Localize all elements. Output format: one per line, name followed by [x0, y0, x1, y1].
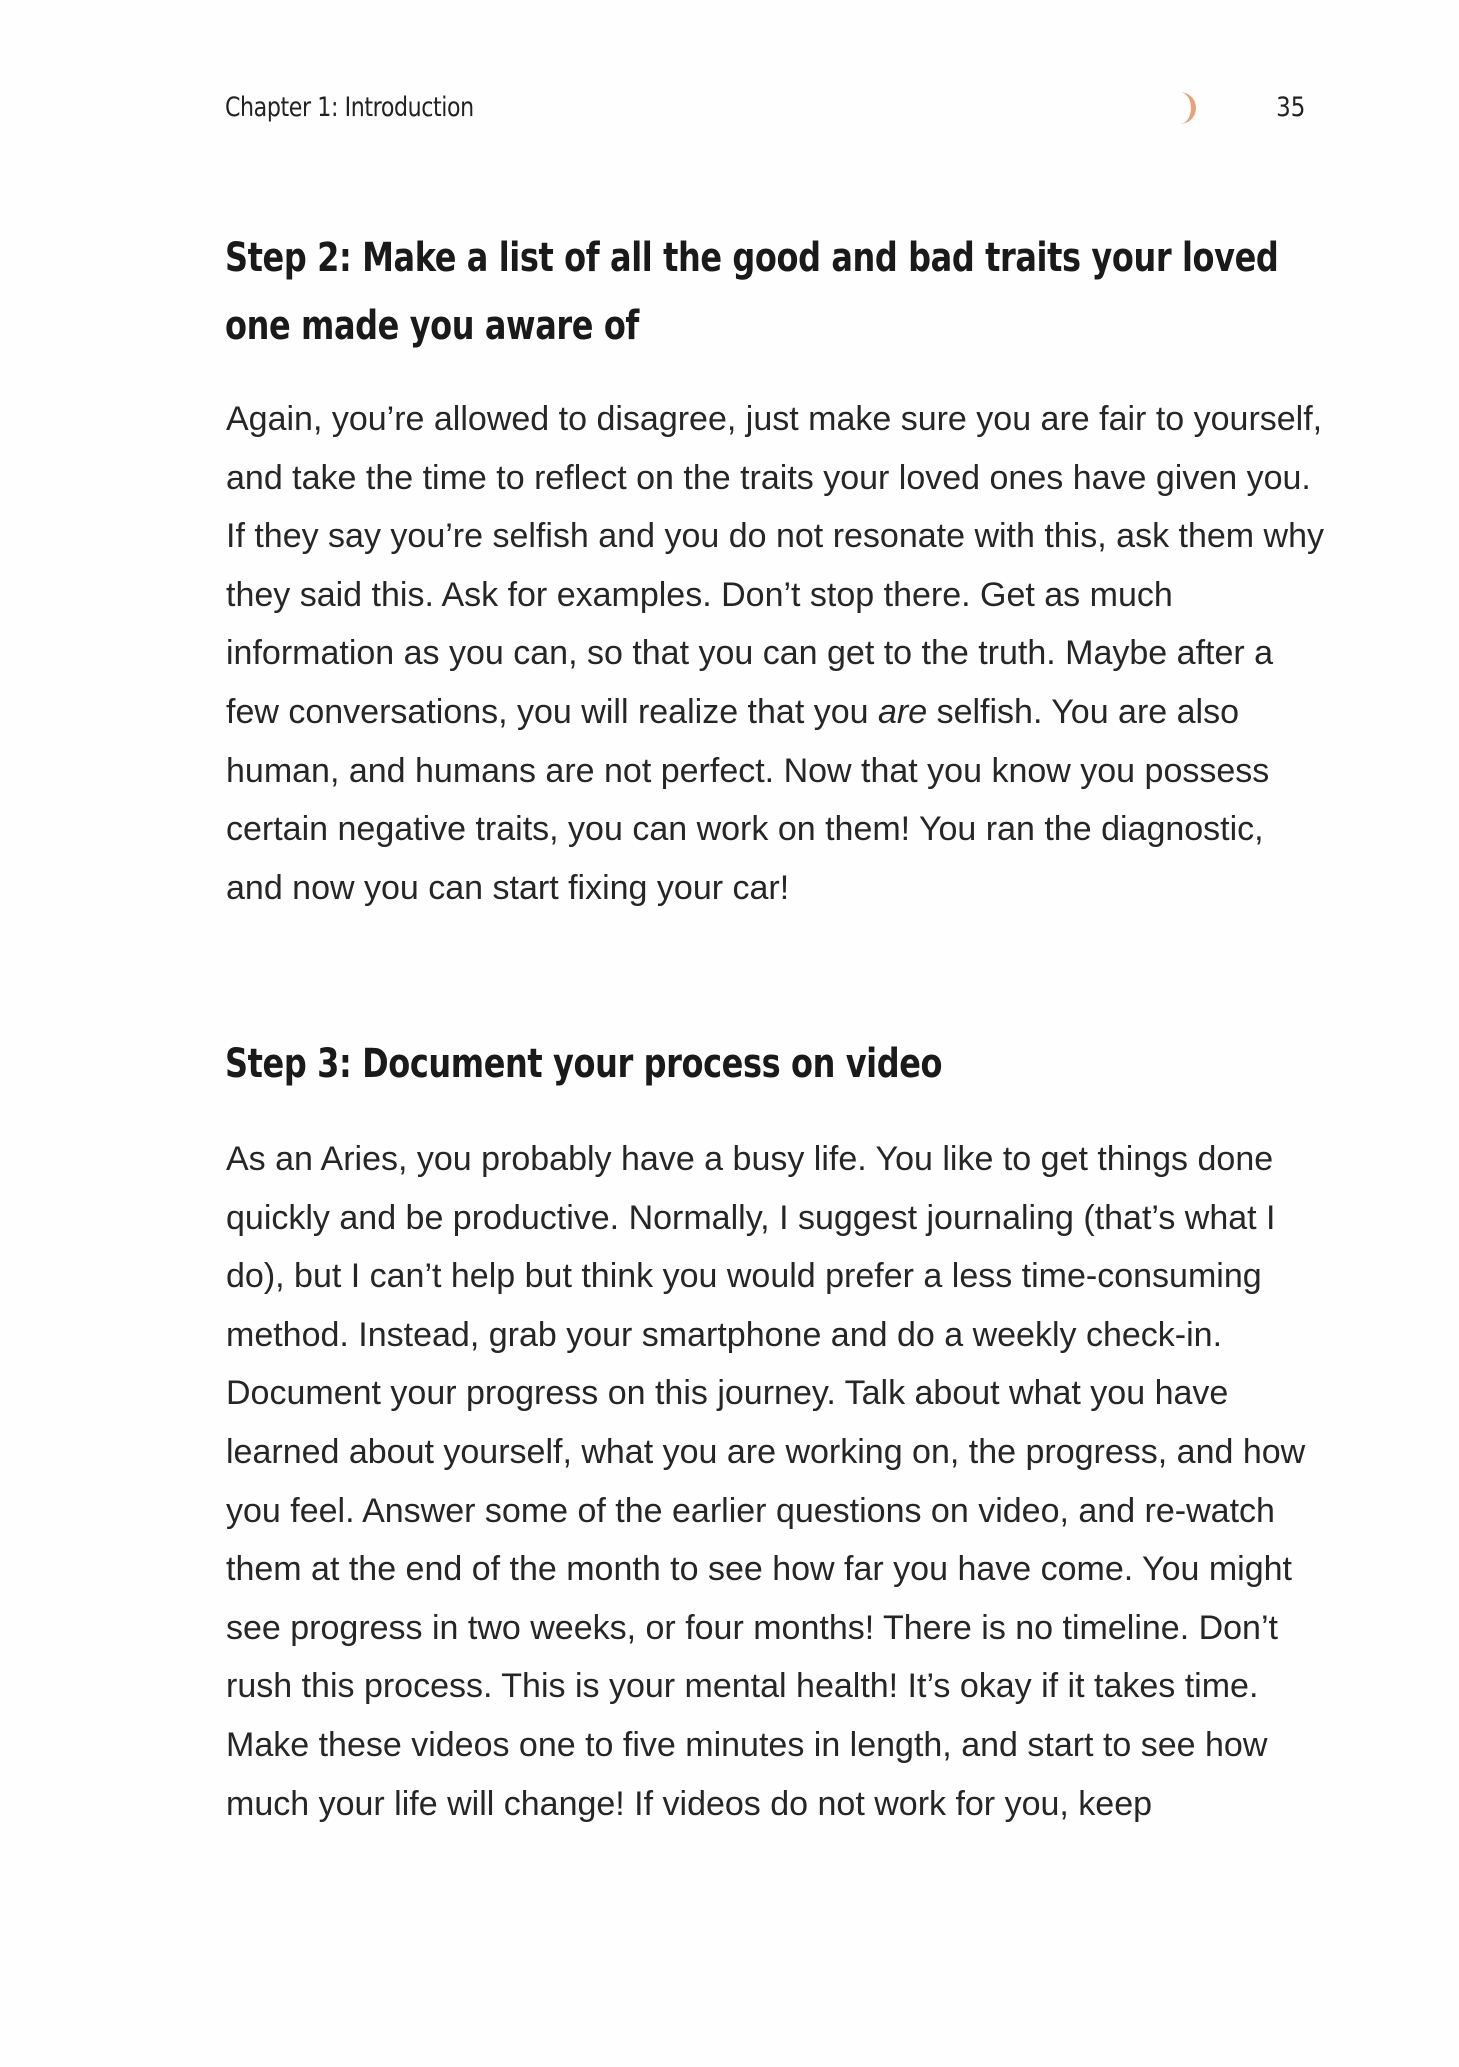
emphasized-word: are — [877, 692, 928, 731]
chapter-title: Chapter 1: Introduction — [225, 92, 474, 123]
paragraph-text: selfish. You are also human, and humans are not perfect. Now that you know you possess certain negative traits, you can work on them! You ran the diagnostic, and now you can start fixing your car! — [226, 692, 1270, 907]
moon-icon — [1170, 90, 1196, 126]
section-heading-step-2: Step 2: Make a list of all the good and bad traits your loved one made you aware of — [225, 235, 1279, 349]
paragraph-text: Again, you’re allowed to disagree, just make sure you are fair to yourself, and take the time to reflect on the traits your loved ones have given you. If they say you’re selfish and you do not resonate with this, ask them why they said this. Ask for examples. Don’t stop there. Get as much information as you can, so that you can get to the truth. Maybe after a few conversations, you will realize that you — [226, 400, 1325, 731]
page-header — [225, 88, 1305, 128]
page-number: 35 — [1275, 92, 1305, 123]
section-paragraph-step-3: As an Aries, you probably have a busy life. You like to get things done quickly and be productive. Normally, I suggest journaling (that’s what I do), but I can’t help but think you would prefer a less time-consuming method. Instead, grab your smartphone and do a weekly check-in. Document your progress on this journey. Talk about what you have learned about yourself, what you are working on, the progress, and how you feel. Answer some of the earlier questions on video, and re-watch them at the end of the month to see how far you have come. You might see progress in two weeks, or four months! There is no timeline. Don’t rush this process. This is your mental health! It’s okay if it takes time. Make these videos one to five minutes in length, and start to see how much your life will change! If videos do not work for you, keep — [226, 1140, 1306, 1823]
section-heading-step-3: Step 3: Document your process on video — [225, 1041, 943, 1087]
section-paragraph-step-2 — [226, 390, 1326, 917]
